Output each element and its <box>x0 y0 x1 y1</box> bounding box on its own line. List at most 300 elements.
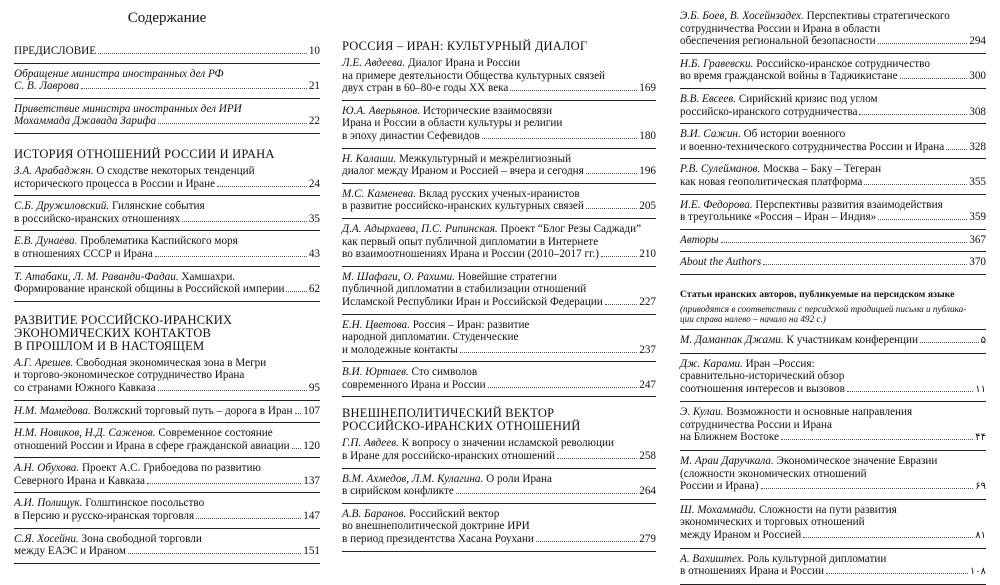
toc-entry-text <box>14 178 215 191</box>
toc-entry[interactable] <box>680 230 986 253</box>
toc-entry-text <box>342 520 530 533</box>
entry-author: Н.Б. Гравевски. <box>680 57 754 70</box>
toc-entry-text <box>342 271 557 284</box>
entry-title-line: Роль культурной дипломатии <box>744 552 887 565</box>
toc-entry-line <box>342 236 656 249</box>
toc-entry-line <box>680 419 986 432</box>
toc-entry[interactable] <box>14 267 320 302</box>
toc-entry-line <box>680 468 986 481</box>
toc-entry[interactable] <box>14 231 320 266</box>
toc-entry-line <box>14 68 320 81</box>
page-number: ۱۱ <box>975 383 986 395</box>
toc-entry[interactable] <box>680 330 986 354</box>
toc-entry-line <box>680 553 986 566</box>
toc-entry[interactable] <box>680 402 986 451</box>
toc-entry-text <box>680 58 930 71</box>
toc-entry-line <box>14 510 320 523</box>
toc-entry-line <box>680 10 986 23</box>
toc-entry-text <box>14 103 242 116</box>
page-number: 279 <box>639 533 656 546</box>
toc-entry-text <box>680 23 880 36</box>
entry-author: З.А. Арабаджян. <box>14 164 94 177</box>
entry-title-line: на примере деятельности Общества культурных связей <box>342 69 606 82</box>
entry-title-line: диалог между Ираном и Россией – вчера и сегодня <box>342 165 584 178</box>
page-number: 151 <box>303 545 320 558</box>
entry-title-line: и молодежные контакты <box>342 343 458 356</box>
toc-entry-text <box>342 344 458 357</box>
toc-entry-line <box>14 533 320 546</box>
toc-entry[interactable] <box>680 252 986 275</box>
toc-entry-line <box>680 431 986 445</box>
toc-entry-line <box>342 200 656 213</box>
toc-entry-line <box>342 437 656 450</box>
toc-entry[interactable] <box>14 458 320 493</box>
toc-entry-text <box>342 283 586 296</box>
toc-entry-text <box>14 497 204 510</box>
persian-section-title: Статьи иранских авторов, публикуемые на персидском языке <box>680 288 955 300</box>
leader-dots <box>900 78 968 79</box>
toc-entry-text <box>680 199 943 212</box>
toc-entry-line <box>680 256 986 269</box>
toc-entry[interactable] <box>342 219 656 267</box>
entry-author: И.Е. Федорова. <box>680 198 753 211</box>
page-number: 359 <box>969 211 986 224</box>
entry-title-line: К вопросу о значении исламской революции <box>398 437 614 450</box>
toc-entry-text <box>680 128 845 141</box>
toc-entry-line <box>342 105 656 118</box>
page-number: 10 <box>308 45 320 57</box>
toc-entry-line <box>680 480 986 494</box>
toc-entry-text <box>342 153 571 166</box>
leader-dots <box>721 242 968 243</box>
page-number: 294 <box>969 35 986 48</box>
entry-author: А.Г. Арешев. <box>14 356 74 369</box>
toc-entry-text <box>342 223 641 236</box>
entry-title-line: исторического процесса в России и Иране <box>14 177 216 190</box>
toc-entry[interactable] <box>14 353 320 401</box>
toc-entry-text <box>342 473 552 486</box>
toc-entry-line <box>14 213 320 226</box>
toc-entry[interactable] <box>680 159 986 194</box>
toc-entry-line <box>680 211 986 224</box>
toc-entry[interactable] <box>342 469 656 504</box>
leader-dots <box>196 518 301 519</box>
toc-entry[interactable] <box>342 267 656 315</box>
toc-entry[interactable] <box>342 315 656 363</box>
toc-entry-text <box>14 382 156 395</box>
leader-dots <box>586 208 637 209</box>
page-number: 328 <box>969 140 986 153</box>
toc-entry-text <box>14 68 224 81</box>
entry-title-line: С. В. Лаврова <box>14 80 80 93</box>
toc-entry-line <box>680 334 986 348</box>
toc-entry-line <box>14 357 320 370</box>
leader-dots <box>586 173 637 174</box>
toc-entry-text <box>680 565 824 578</box>
leader-dots <box>878 43 968 44</box>
toc-entry-text <box>680 141 944 154</box>
toc-entry[interactable] <box>680 500 986 549</box>
toc-entry[interactable] <box>14 161 320 196</box>
toc-entry-line <box>680 383 986 397</box>
entry-title-line: двух стран в 60–80-е годы ХХ века <box>342 82 509 95</box>
toc-entry[interactable] <box>680 451 986 500</box>
toc-entry-text <box>14 475 145 488</box>
toc-entry[interactable] <box>680 6 986 54</box>
toc-entry-line <box>680 406 986 419</box>
toc-entry-line <box>680 199 986 212</box>
toc-entry-text <box>342 296 603 309</box>
page-number: 43 <box>308 247 320 260</box>
section-heading-line: ИСТОРИЯ ОТНОШЕНИЙ РОССИИ И ИРАНА <box>14 146 275 161</box>
page-number: 258 <box>639 450 656 463</box>
toc-entry-line <box>342 248 656 261</box>
entry-title-line: Обращение министра иностранных дел РФ <box>14 67 224 80</box>
toc-entry[interactable] <box>342 53 656 101</box>
toc-entry-text <box>14 80 79 93</box>
toc-entry-line <box>14 497 320 510</box>
toc-entry-text <box>680 358 815 371</box>
page-number: 137 <box>303 474 320 487</box>
toc-column-3 <box>680 6 986 585</box>
entry-author: Е.Н. Цветова. <box>342 318 410 331</box>
entry-author: Ю.А. Аверьянов. <box>342 104 421 117</box>
toc-entry-line <box>342 485 656 498</box>
toc-entry-text <box>342 117 562 130</box>
section-heading-line: РОССИЯ – ИРАН: КУЛЬТУРНЫЙ ДИАЛОГ <box>342 39 588 53</box>
toc-entry[interactable] <box>14 493 320 528</box>
entry-title-line: сравнительно-исторический обзор <box>680 370 845 383</box>
toc-entry-line <box>14 80 320 93</box>
entry-author: Г.П. Авдеев. <box>342 437 399 450</box>
toc-entry-text <box>14 283 284 296</box>
toc-entry[interactable] <box>14 41 320 64</box>
entry-title-line: Проблематика Каспийского моря <box>77 235 238 248</box>
toc-entry[interactable] <box>342 101 656 149</box>
toc-entry-text <box>342 485 454 498</box>
toc-entry-text <box>680 93 878 106</box>
leader-dots <box>536 541 637 542</box>
entry-title-line: и военно-технического сотрудничества России и Ирана <box>680 140 945 153</box>
toc-entry-text <box>14 462 261 475</box>
entry-title-line: Ирана и России в области культуры и религии <box>342 117 563 130</box>
leader-dots <box>158 123 307 124</box>
toc-entry-line <box>14 165 320 178</box>
toc-entry-line <box>680 35 986 48</box>
toc-entry-text <box>680 70 898 83</box>
entry-title-line: (сложности экономических отношений <box>680 467 867 480</box>
leader-dots <box>557 458 637 459</box>
toc-entry[interactable] <box>680 195 986 230</box>
toc-entry-text <box>680 383 845 396</box>
toc-entry[interactable] <box>342 149 656 184</box>
toc-entry[interactable] <box>14 401 320 424</box>
toc-entry[interactable] <box>342 184 656 219</box>
entry-title-line: Диалог Ирана и России <box>405 57 521 69</box>
toc-entry-text <box>342 105 552 118</box>
page-number: ۶۹ <box>975 481 986 493</box>
entry-title-line: Мохаммада Джавада Зарифа <box>14 115 157 128</box>
page-number: 370 <box>969 256 986 269</box>
entry-title-line: Проект “Блог Резы Саджади” <box>497 222 642 235</box>
entry-title-line: во взаимоотношениях Ирана и России (2010–2017 гг.) <box>342 248 599 261</box>
entry-author: Н.М. Новиков, Н.Д. Саженов. <box>14 427 156 440</box>
entry-title-line: во время гражданской войны в Таджикистане <box>680 70 898 83</box>
toc-entry-text <box>680 211 876 224</box>
toc-entry-text <box>680 256 761 269</box>
toc-entry-line <box>14 200 320 213</box>
page-number: 62 <box>308 283 320 296</box>
toc-entry[interactable] <box>14 423 320 458</box>
toc-entry[interactable] <box>342 433 656 468</box>
entry-title-line: Приветствие министра иностранных дел ИРИ <box>14 102 242 115</box>
entry-author: Э.Б. Боев, В. Хосейнзадех. <box>680 10 804 22</box>
page-number: 196 <box>639 165 656 178</box>
toc-entry-text <box>680 163 881 176</box>
toc-entry-line <box>14 545 320 558</box>
page-number: ۸۱ <box>975 530 986 542</box>
leader-dots <box>482 138 637 139</box>
toc-entry-line <box>342 450 656 463</box>
toc-entry[interactable] <box>14 529 320 564</box>
entry-author: Л.Е. Авдеева. <box>342 57 406 69</box>
page-number: 367 <box>969 233 986 246</box>
entry-author: Д.А. Адырхаева, П.С. Рипинская. <box>342 222 498 235</box>
toc-entry-line <box>14 475 320 488</box>
entry-title-line: в эпоху династии Сефевидов <box>342 129 480 142</box>
toc-entry-line <box>14 271 320 284</box>
toc-entry-line <box>342 508 656 521</box>
entry-author: М. Шафаги, О. Рахими. <box>342 270 456 283</box>
entry-title-line: Современное состояние <box>155 427 273 440</box>
toc-entry-line <box>680 163 986 176</box>
entry-author: В.М. Ахмедов, Л.М. Кулагина. <box>342 472 484 485</box>
entry-author: Р.В. Сулейманов. <box>680 163 761 176</box>
entry-author: В.В. Евсеев. <box>680 92 737 105</box>
entry-title-line: в треугольнике «Россия – Иран – Индия» <box>680 211 877 224</box>
leader-dots <box>217 186 307 187</box>
entry-title-line: Российский вектор <box>406 507 500 520</box>
section-heading <box>14 148 320 161</box>
toc-entry[interactable] <box>14 64 320 99</box>
entry-author: Н. Калаши. <box>342 152 397 165</box>
leader-dots <box>826 573 968 574</box>
toc-entry-line <box>680 358 986 371</box>
toc-entry-text <box>342 331 518 344</box>
page-number: 169 <box>639 82 656 95</box>
leader-dots <box>763 264 967 265</box>
section-heading <box>342 407 656 433</box>
toc-entry-line <box>342 70 656 83</box>
page-number: 227 <box>639 295 656 308</box>
toc-entry-text <box>14 213 180 226</box>
toc-entry-text <box>680 10 950 23</box>
toc-entry-line <box>14 382 320 395</box>
page-number: ۵ <box>980 334 986 346</box>
entry-author: Т. Атабаки, Л. М. Раванди-Фадаи. <box>14 270 179 283</box>
entry-title-line: экономических и торговых отношений <box>680 516 865 529</box>
toc-entry-line <box>342 271 656 284</box>
page-number: 355 <box>969 175 986 188</box>
page-number: 264 <box>639 485 656 498</box>
entry-title-line: в развитие российско-иранских культурных связей <box>342 200 584 213</box>
toc-entry[interactable] <box>14 99 320 134</box>
leader-dots <box>605 304 637 305</box>
leader-dots <box>292 448 302 449</box>
section-heading-line: ВНЕШНЕПОЛИТИЧЕСКИЙ ВЕКТОР <box>342 406 555 421</box>
entry-title-line: Новейшие стратегии <box>455 270 557 283</box>
toc-entry-line <box>680 106 986 119</box>
entry-title-line: в Иране для российско-иранских отношений <box>342 450 555 463</box>
toc-entry-line <box>342 117 656 130</box>
toc-entry[interactable] <box>680 54 986 89</box>
toc-entry-text <box>680 234 719 247</box>
leader-dots <box>803 537 973 538</box>
toc-entry[interactable] <box>342 362 656 397</box>
entry-author: Дж. Карами. <box>680 357 743 370</box>
section-heading-line: РОССИЙСКО-ИРАНСКИХ ОТНОШЕНИЙ <box>342 419 581 434</box>
toc-entry-line <box>680 128 986 141</box>
entry-title-line: на Ближнем Востоке <box>680 431 779 444</box>
toc-entry-line <box>342 331 656 344</box>
toc-entry-text <box>680 370 844 383</box>
entry-title-line: в отношениях Ирана и России <box>680 565 824 578</box>
leader-dots <box>182 221 307 222</box>
entry-author: М. Даманпак Джами. <box>680 333 784 346</box>
toc-entry-line <box>342 130 656 143</box>
toc-entry-text <box>680 334 918 347</box>
toc-entry-line <box>342 473 656 486</box>
toc-entry-text <box>14 427 273 440</box>
leader-dots <box>864 184 967 185</box>
toc-entry-line <box>342 533 656 546</box>
entry-title-line: Гилянские события <box>109 200 205 213</box>
entry-title-line: Северного Ирана и Кавказа <box>14 474 145 487</box>
toc-entry-line <box>680 565 986 579</box>
toc-entry[interactable] <box>680 89 986 124</box>
toc-entry-text <box>14 545 126 558</box>
entry-author: В.И. Сажин. <box>680 128 741 141</box>
entry-title-line: Сто символов <box>408 366 478 379</box>
entry-title-line: Авторы <box>680 233 719 246</box>
entry-title-line: сотрудничества России и Ирана в области <box>680 22 881 35</box>
toc-entry-line <box>342 296 656 309</box>
toc-entry[interactable] <box>680 549 986 585</box>
toc-entry-text <box>680 553 886 566</box>
entry-title-line: ПРЕДИСЛОВИЕ <box>14 45 97 57</box>
leader-dots <box>286 291 306 292</box>
toc-entry-text <box>14 357 266 370</box>
toc-entry-text <box>14 510 194 523</box>
toc-entry-text <box>14 115 156 128</box>
entry-title-line: Россия – Иран: развитие <box>409 318 530 331</box>
toc-entry-line <box>680 529 986 543</box>
toc-entry-line <box>14 440 320 453</box>
entry-author: С.Б. Дружиловский. <box>14 200 110 213</box>
toc-entry-line <box>342 165 656 178</box>
leader-dots <box>920 342 979 343</box>
leader-dots <box>147 483 301 484</box>
toc-entry-text <box>14 165 255 178</box>
entry-title-line: Вклад русских ученых-иранистов <box>416 187 580 200</box>
entry-title-line: Проект А.С. Грибоедова по развитию <box>79 462 261 475</box>
entry-title-line: в Персию и русско-иранская торговля <box>14 510 195 523</box>
toc-entry-line <box>14 103 320 116</box>
page-number: 95 <box>308 381 320 394</box>
leader-dots <box>859 114 967 115</box>
entry-title-line: в сирийском конфликте <box>342 485 454 498</box>
toc-entry[interactable] <box>14 196 320 231</box>
leader-dots <box>847 391 973 392</box>
leader-dots <box>456 493 637 494</box>
toc-entry-text <box>14 200 205 213</box>
entry-title-line: отношений России и Ирана в сфере гражданской авиации <box>14 439 290 452</box>
entry-title-line: во внешнеполитической доктрине ИРИ <box>342 520 530 533</box>
entry-title-line: Об истории военного <box>740 128 846 141</box>
entry-title-line: Экономическое значение Евразии <box>773 455 938 468</box>
entry-title-line: Исламской Республики Иран и Российской Федерации <box>342 295 603 308</box>
toc-entry[interactable] <box>680 124 986 159</box>
section-heading-line: ЭКОНОМИЧЕСКИХ КОНТАКТОВ <box>14 325 212 340</box>
toc-entry-text <box>342 319 529 332</box>
toc-entry-text <box>342 70 605 83</box>
page-number: 35 <box>308 212 320 225</box>
entry-title-line: Исторические взаимосвязи <box>420 104 553 117</box>
entry-author: Е.В. Дунаева. <box>14 235 78 248</box>
toc-entry-line <box>14 178 320 191</box>
entry-title-line: Голштинское посольство <box>82 497 205 510</box>
toc-entry-text <box>342 200 584 213</box>
entry-title-line: в период президентства Хасана Роухани <box>342 533 534 546</box>
toc-entry-text <box>680 406 912 419</box>
toc-entry-line <box>680 70 986 83</box>
toc-entry-text <box>342 437 614 450</box>
toc-entry-text <box>14 235 238 248</box>
entry-title-line: публичной дипломатии в стабилизации отношений <box>342 283 587 296</box>
toc-entry-text <box>14 440 290 453</box>
entry-title-line: народной дипломатии. Студенческие <box>342 331 519 344</box>
leader-dots <box>946 149 967 150</box>
toc-entry-text <box>342 57 520 70</box>
toc-entry-text <box>342 188 580 201</box>
page-number: 24 <box>308 177 320 190</box>
entry-title-line: как первый опыт публичной дипломатии в Интернете <box>342 235 599 248</box>
toc-entry-line <box>342 344 656 357</box>
section-heading-line: РАЗВИТИЕ РОССИЙСКО-ИРАНСКИХ <box>14 312 233 327</box>
entry-title-line: Перспективы развития взаимодействия <box>752 198 943 211</box>
section-heading <box>14 314 320 353</box>
toc-entry-line <box>342 366 656 379</box>
entry-title-line: соотношения интересов и вызовов <box>680 382 845 395</box>
entry-title-line: Межкультурный и межрелигиозный <box>396 152 572 165</box>
entry-title-line: и торгово-экономическое сотрудничество Ирана <box>14 369 245 382</box>
toc-entry-text <box>14 369 244 382</box>
toc-entry[interactable] <box>680 354 986 403</box>
toc-entry-text <box>680 106 857 119</box>
toc-entry-text <box>342 82 508 95</box>
toc-entry[interactable] <box>342 504 656 552</box>
toc-entry-line <box>680 370 986 383</box>
entry-title-line: современного Ирана и России <box>342 378 486 391</box>
page-number: ۴۴ <box>975 432 986 444</box>
entry-title-line: Волжский торговый путь – дорога в Иран <box>90 404 293 417</box>
page-number: 120 <box>303 439 320 452</box>
entry-title-line: Хамшахри. <box>178 270 236 283</box>
page-number: 205 <box>639 200 656 213</box>
toc-entry-text <box>680 176 862 189</box>
entry-title-line: как новая геополитическая платформа <box>680 175 863 188</box>
toc-entry-text <box>342 236 598 249</box>
